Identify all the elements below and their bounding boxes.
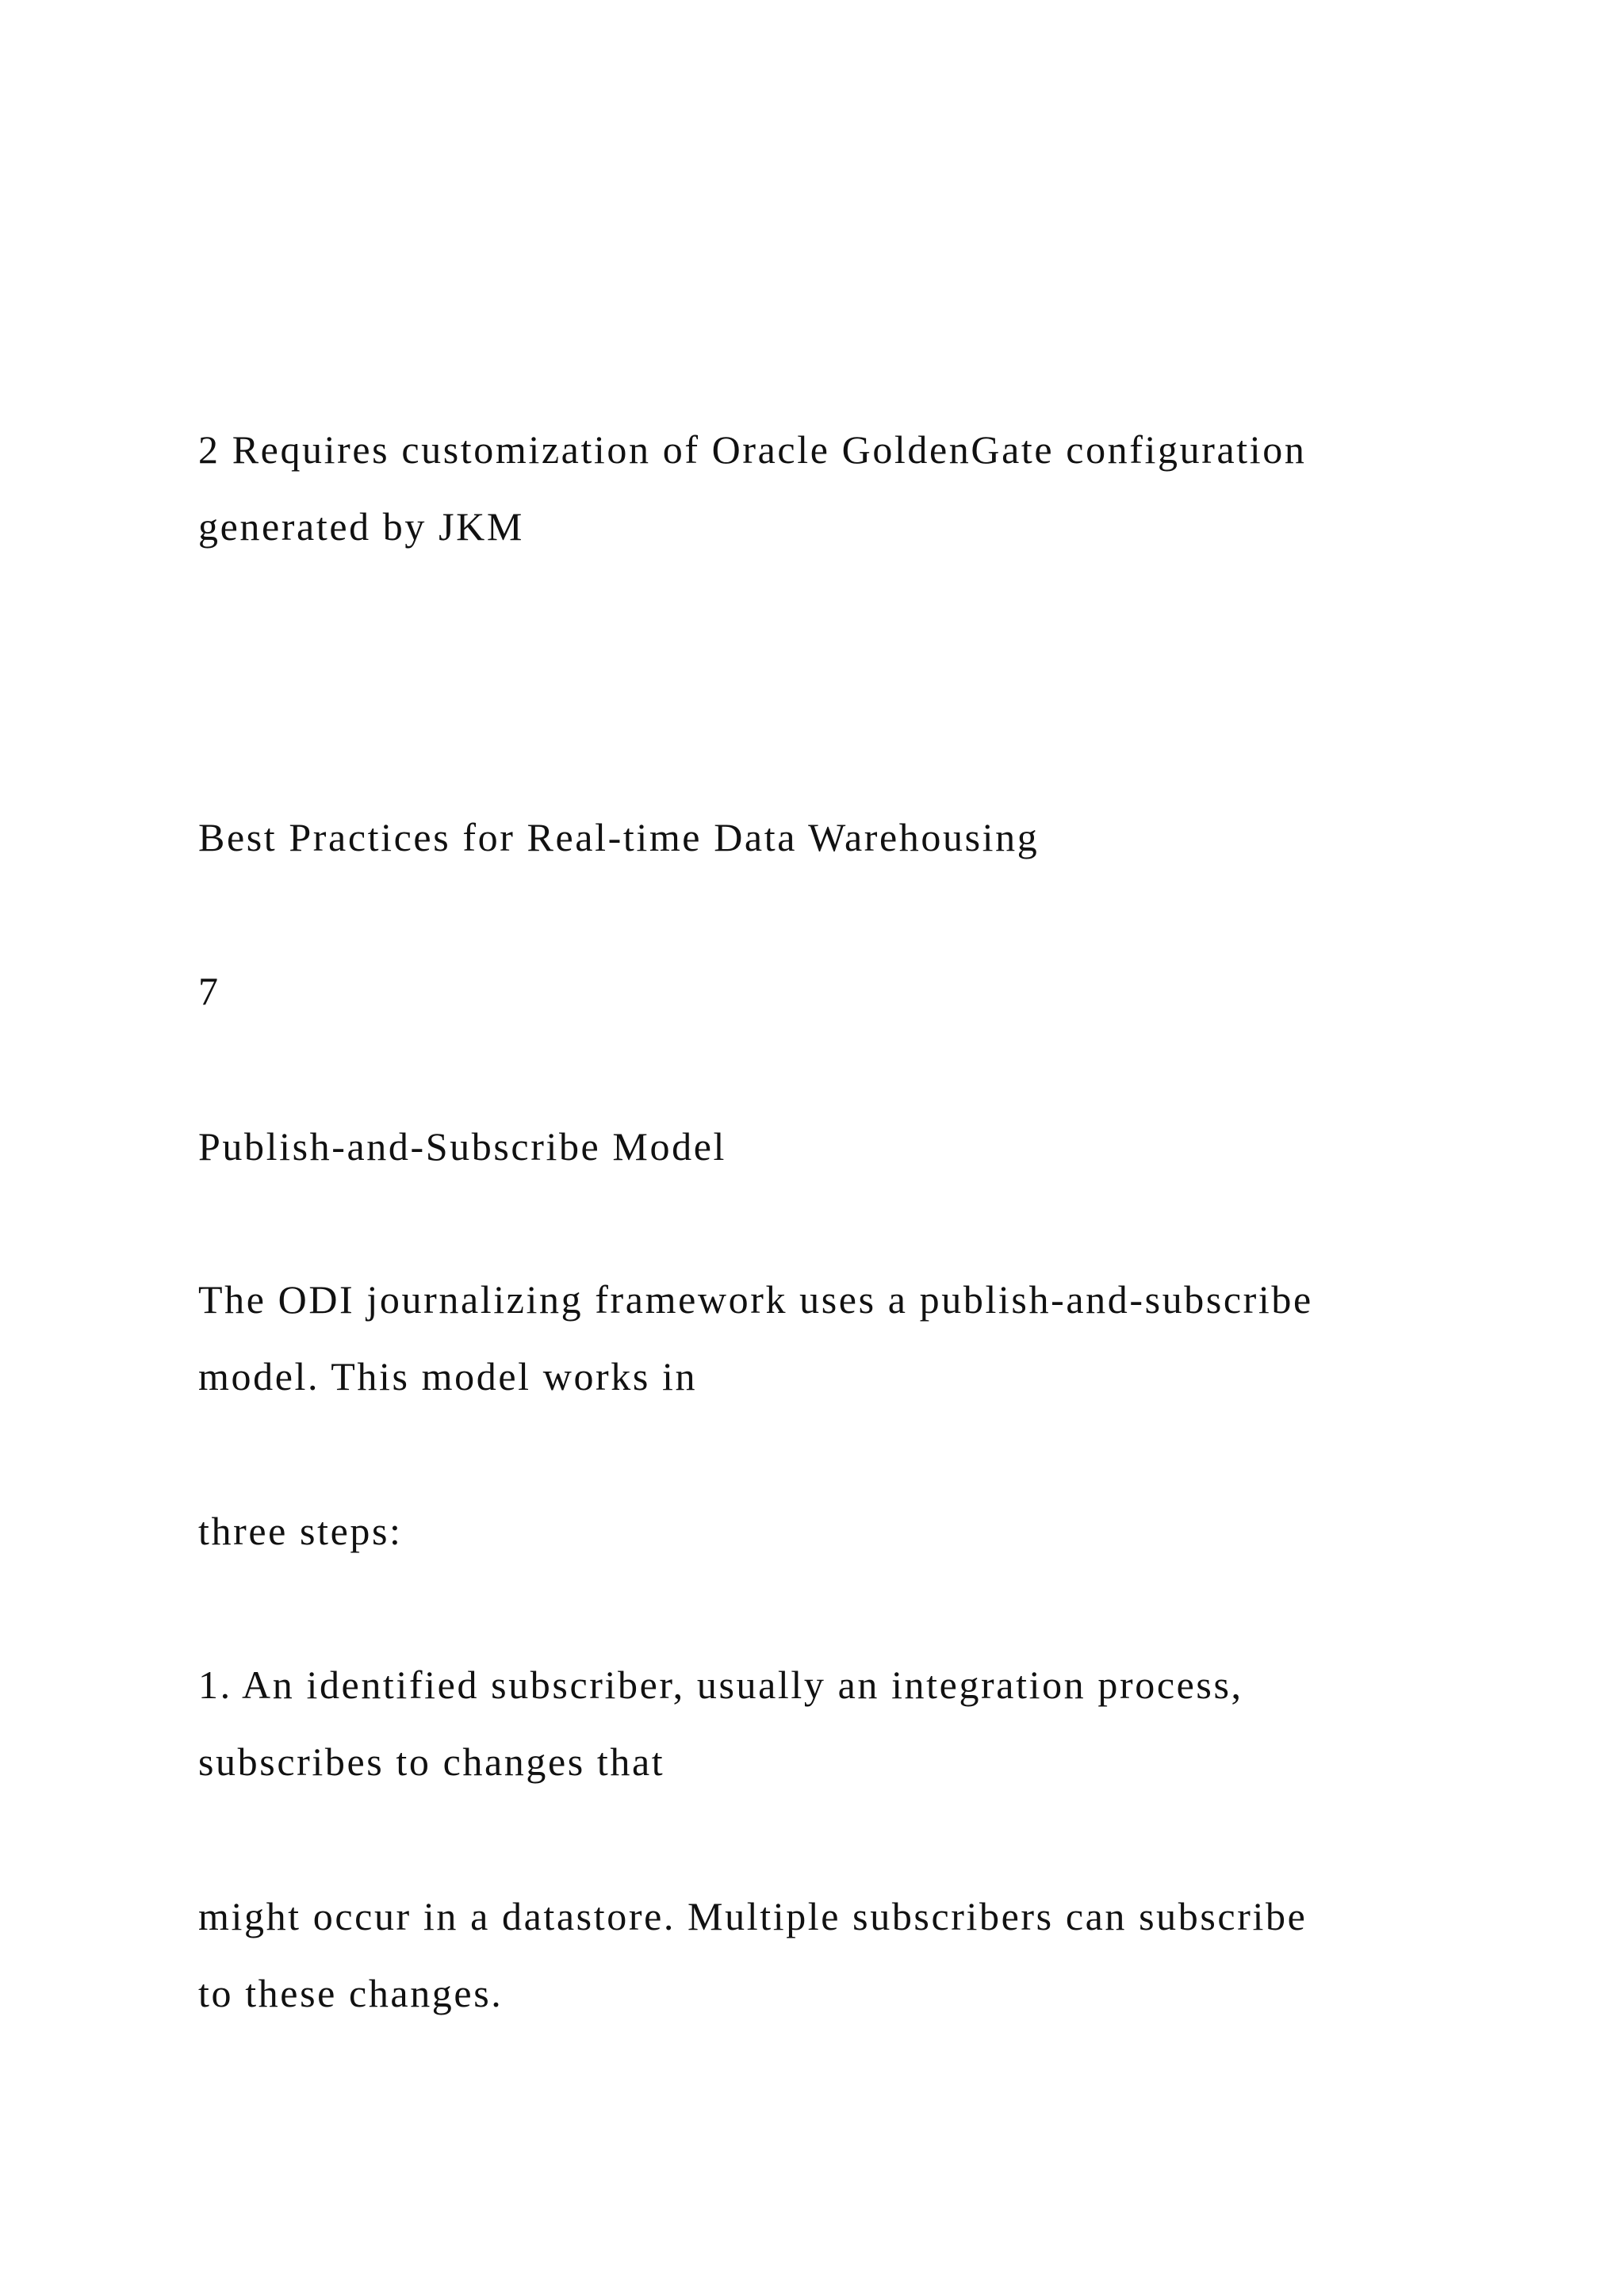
paragraph-1-line-1: The ODI journalizing framework uses a publish-and-subscribe [198, 1277, 1313, 1322]
paragraph-1-line-2: model. This model works in [198, 1354, 698, 1399]
step-1-line-1: 1. An identified subscriber, usually an integration process, [198, 1663, 1243, 1707]
section-heading: Publish-and-Subscribe Model [198, 1124, 726, 1169]
page-number: 7 [198, 969, 220, 1013]
running-header: Best Practices for Real-time Data Warehousing [198, 815, 1040, 859]
paragraph-2: three steps: [198, 1509, 403, 1553]
footnote-line-1: 2 Requires customization of Oracle GoldenGate configuration [198, 427, 1307, 472]
paragraph-3-line-1: might occur in a datastore. Multiple subscribers can subscribe [198, 1894, 1308, 1938]
paragraph-3-line-2: to these changes. [198, 1971, 504, 2015]
step-1-line-2: subscribes to changes that [198, 1739, 665, 1784]
footnote-line-2: generated by JKM [198, 504, 524, 549]
